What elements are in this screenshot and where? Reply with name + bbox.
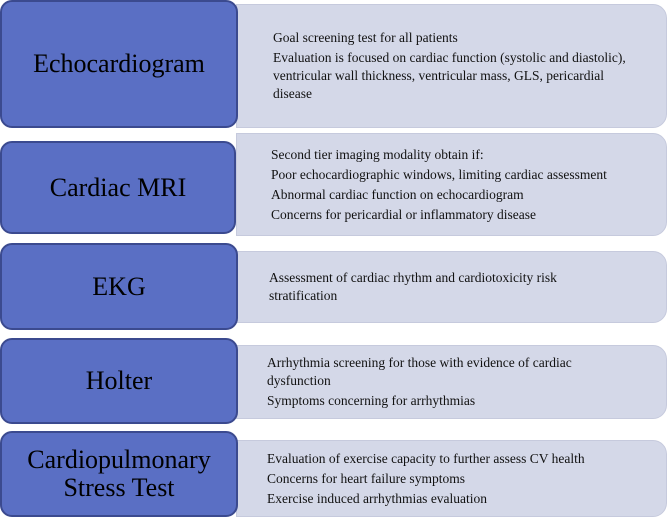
description-line: Poor echocardiographic windows, limiting cardiac assessment [271,166,607,182]
description-line: Goal screening test for all patients [273,30,458,45]
holter-label: Holter [85,366,153,395]
description-line: Assessment of cardiac rhythm and cardiotoxicity risk stratification [269,270,557,303]
description-line: Evaluation of exercise capacity to further assess CV health [267,450,585,466]
ekg-description [236,251,667,323]
echocardiogram-box [0,0,238,128]
cardiac-mri-box [0,141,236,234]
stress-test-description [236,440,667,517]
ekg-box [0,243,238,330]
cardiac-mri-label: Cardiac MRI [49,172,187,202]
description-line: Concerns for pericardial or inflammatory disease [271,206,537,222]
description-line: Symptoms concerning for arrhythmias [267,393,476,408]
description-line: Arrhythmia screening for those with evidence of cardiac dysfunction [267,355,572,388]
stress-test-box [0,431,238,517]
holter-box [0,338,238,424]
ekg-label: EKG [92,271,146,301]
stress-test-label-line2: Stress Test [63,473,175,502]
description-line: Second tier imaging modality obtain if: [271,146,484,162]
holter-description [236,345,667,419]
description-line: Exercise induced arrhythmias evaluation [267,490,488,506]
echocardiogram-description [236,4,667,128]
cardiac-mri-description [236,133,667,236]
stress-test-label-line1: Cardiopulmonary [27,445,211,474]
description-line: Concerns for heart failure symptoms [267,470,465,486]
description-line: Abnormal cardiac function on echocardiogram [271,186,524,202]
description-line: Evaluation is focused on cardiac function (systolic and diastolic), ventricular wall thickness, ventricular mass, GLS, pericardial disease [273,50,626,101]
echocardiogram-label: Echocardiogram [33,49,205,78]
